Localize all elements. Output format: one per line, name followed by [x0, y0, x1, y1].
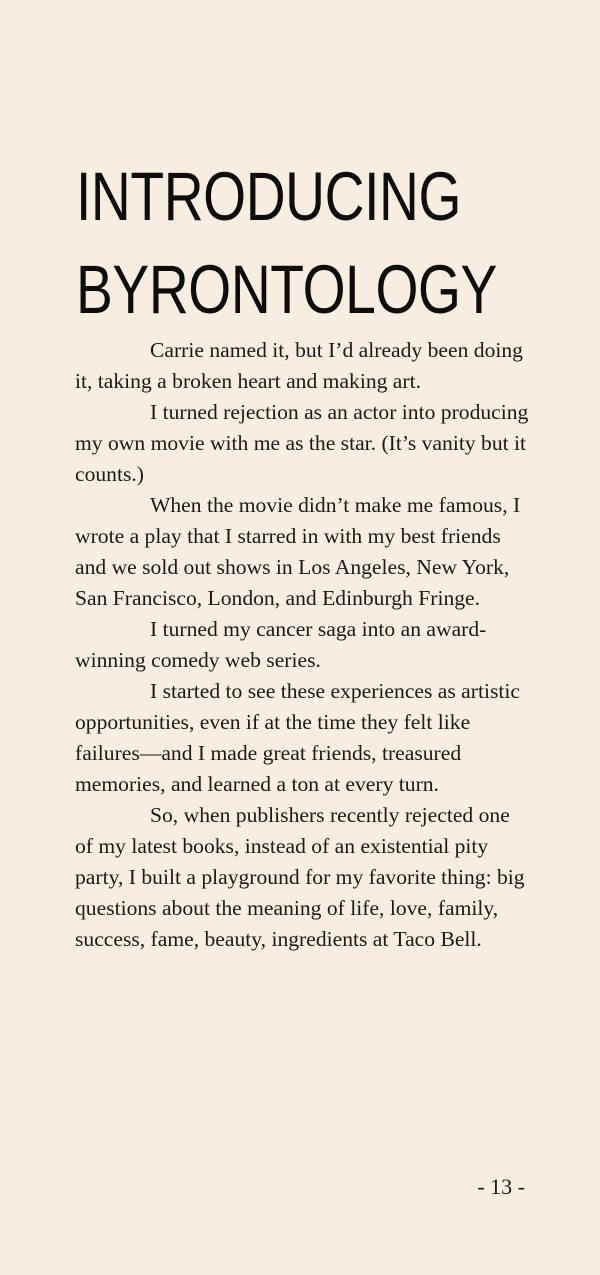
paragraph: So, when publishers recently rejected one of my latest books, instead of an existential pity party, I built a playground for my favorite thing: big questions about the meaning of life, love, family, success, fame, beauty, ingredients at Taco Bell. [75, 803, 525, 951]
title-line-2: BYRONTOLOGY [76, 251, 497, 328]
paragraph: I turned rejection as an actor into producing my own movie with me as the star. (It’s vanity but it counts.) [75, 400, 529, 486]
paragraph: Carrie named it, but I’d already been doing it, taking a broken heart and making art. [75, 338, 523, 393]
body-text [75, 335, 530, 955]
paragraph: I turned my cancer saga into an award-winning comedy web series. [75, 617, 487, 672]
title-line-1: INTRODUCING [76, 158, 462, 235]
paragraph: When the movie didn’t make me famous, I wrote a play that I starred in with my best friends and we sold out shows in Los Angeles, New York, San Francisco, London, and Edinburgh Fringe. [75, 493, 521, 610]
page-title [76, 150, 497, 336]
page-number: - 13 - [477, 1174, 525, 1199]
paragraph: I started to see these experiences as artistic opportunities, even if at the time they felt like failures—and I made great friends, treasured memories, and learned a ton at every turn. [75, 679, 520, 796]
